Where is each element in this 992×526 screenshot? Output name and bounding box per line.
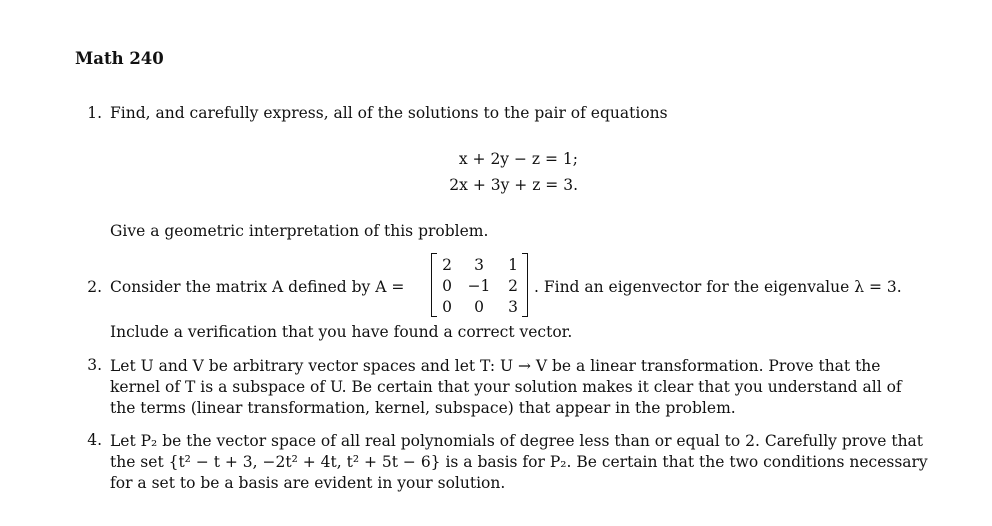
question-3-line: kernel of T is a subspace of U. Be certain that your solution makes it clear that you understand all of xyxy=(110,378,902,396)
question-3-line: Let U and V be arbitrary vector spaces and let T: U → V be a linear transformation. Prove that the xyxy=(110,357,881,375)
matrix-cell: 0 xyxy=(442,298,452,316)
question-3-number: 3. xyxy=(87,356,102,374)
question-1-followup: Give a geometric interpretation of this problem. xyxy=(110,222,489,240)
question-4-number: 4. xyxy=(87,431,102,449)
matrix-cell: 0 xyxy=(442,277,452,295)
question-2-text-before: Consider the matrix A defined by A = xyxy=(110,278,405,296)
matrix-cell: 3 xyxy=(474,256,484,274)
course-title: Math 240 xyxy=(75,49,164,68)
question-3-line: the terms (linear transformation, kernel, subspace) that appear in the problem. xyxy=(110,399,736,417)
matrix-cell: 2 xyxy=(508,277,518,295)
question-4-line: Let P₂ be the vector space of all real polynomials of degree less than or equal to 2. Carefully prove that xyxy=(110,432,924,450)
question-3-body xyxy=(110,356,920,419)
equation-1: x + 2y − z = 1; xyxy=(458,150,578,168)
matrix-cell: 3 xyxy=(508,298,518,316)
matrix-cell: 2 xyxy=(442,256,452,274)
question-1-intro: Find, and carefully express, all of the solutions to the pair of equations xyxy=(110,104,668,122)
question-4-line: for a set to be a basis are evident in your solution. xyxy=(110,474,506,492)
equation-2: 2x + 3y + z = 3. xyxy=(449,176,578,194)
question-2-text-after: . Find an eigenvector for the eigenvalue λ = 3. xyxy=(534,278,902,296)
matrix-cell: −1 xyxy=(467,277,491,295)
question-4-body xyxy=(110,431,928,494)
question-2-followup: Include a verification that you have found a correct vector. xyxy=(110,323,573,341)
matrix-cell: 1 xyxy=(508,256,518,274)
question-4-line: the set {t² − t + 3, −2t² + 4t, t² + 5t − 6} is a basis for P₂. Be certain that the two conditions necessary xyxy=(110,453,928,471)
question-2-number: 2. xyxy=(87,278,102,296)
matrix-cell: 0 xyxy=(474,298,484,316)
question-1-number: 1. xyxy=(87,104,102,122)
